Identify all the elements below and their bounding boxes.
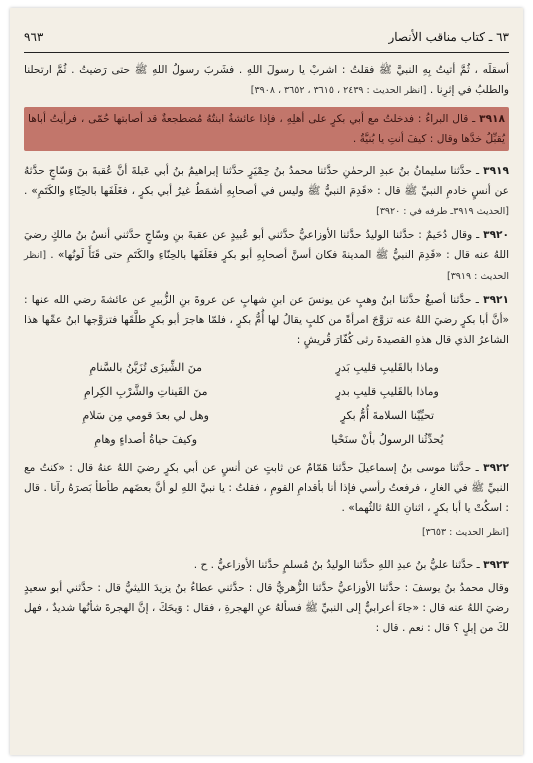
- hadith-number: ٣٩١٨: [479, 113, 505, 125]
- hadith-text: ـ حدَّثنا عليُّ بنُ عبدِ اللهِ حدَّثنا الوليدُ بنُ مُسلمٍ حدَّثنا الأوزاعيُّ . ح .: [193, 559, 480, 571]
- hadith-number: ٣٩٢٢: [483, 462, 509, 474]
- hadith-reference: [انظر الحديث : ٣٩١٩]: [24, 250, 509, 282]
- page-number: ٩٦٣: [24, 30, 44, 44]
- poem-hemistich: وماذا بالقَليبِ قليبِ بدرٍ: [335, 385, 439, 398]
- hadith-paragraph: [24, 60, 509, 101]
- hadith-text: ـ حدَّثنا سليمانُ بنُ عبدِ الرحمٰنِ حدَّثنا محمدُ بنُ حِمْيَرٍ حدَّثنا إبراهيمُ بنُ أبي عَبلةَ أنَّ عُقبةَ بنَ وَسّاجٍ حدَّثهُ عن أنسٍ خادمِ النبيِّ ﷺ قال : «قَدِمَ النبيُّ ﷺ وليس في أصحابِهِ أشمَطُ غيرُ أبي بكرٍ ، فغَلَفَها بالحِنّاءِ والكَتَمِ» .: [24, 165, 509, 197]
- chapter-title: ٦٣ ـ كتاب مناقب الأنصار: [388, 30, 509, 44]
- hadith-text: وقال محمدُ بنُ يوسفَ : حدَّثنا الأوزاعيُّ حدَّثنا الزُّهريُّ قال : حدَّثني عطاءُ بنُ يزيدَ الليثيُّ قال : حدَّثني أبو سعيدٍ رضيَ اللهُ عنه قال : «جاءَ أعرابيٌّ إلى النبيِّ ﷺ فسألهُ عنِ الهجرةِ ، فقال : وَيحَكَ ، إنَّ الهجرةَ شأنُها شديدٌ ، فهل لكَ من إبلٍ ؟ قال : نعم . قال :: [24, 582, 509, 634]
- poem-verses: [42, 356, 491, 452]
- hadith-paragraph: [24, 161, 509, 222]
- hadith-number: ٣٩٢٣: [483, 559, 509, 571]
- hadith-reference: [انظر الحديث : ٣٦٥٣]: [421, 527, 509, 538]
- hadith-text: ـ وقال دُحَيمٌ : حدَّثنا الوليدُ حدَّثنا الأوزاعيُّ حدَّثني أبو عُبيدٍ عن عقبةَ بنِ وسّاجٍ حدَّثني أنسُ بنُ مالكٍ رضيَ اللهُ عنه قال : «قَدِمَ النبيُّ ﷺ المدينةَ فكان أسنَّ أصحابِهِ أبو بكرٍ فغَلَفَها بالحِنّاءِ والكَتَمِ حتى قَنَأَ لَونُها» .: [24, 229, 510, 261]
- poem-hemistich: تحيِّيْنا السلامةَ أُمُّ بكرٍ: [340, 409, 435, 422]
- page-header: [24, 30, 509, 53]
- hadith-paragraph: [24, 578, 509, 638]
- hadith-text: أسقلَه ، ثُمَّ أتيتُ بِهِ النبيَّ ﷺ فقلتُ : اشربْ يا رسولَ اللهِ . فشَربَ رسولُ اللهِ ﷺ حتى رَضيتُ . ثُمَّ ارتحلنا والطلبُ في إثرِنا .: [24, 64, 509, 96]
- hadith-number: ٣٩١٩: [483, 165, 509, 177]
- hadith-paragraph: [24, 555, 509, 575]
- hadith-text: ـ حدَّثنا أصبغُ حدَّثنا ابنُ وهبٍ عن يونسَ عن ابنِ شهابٍ عن عروةَ بنِ الزُّبيرِ عن عائشةَ رضي الله عنها : «أنَّ أبا بكرٍ رضيَ اللهُ عنه تزوَّجَ امرأةً من كلبٍ يقالُ لها أُمُّ بكرٍ ، فلمّا هاجرَ أبو بكرٍ طلَّقَها فتزوَّجها ابنُ عمِّها هذا الشاعرُ الذي قال هذهِ القصيدةَ رثى كُفّارَ قُريشٍ :: [24, 294, 509, 346]
- hadith-number: ٣٩٢٠: [483, 229, 509, 241]
- hadith-reference: [الحديث ٣٩١٩ـ طرفه في : ٣٩٢٠]: [376, 206, 509, 217]
- poem-hemistich: منَ القَيناتِ والشَّرْبِ الكِرامِ: [84, 385, 208, 398]
- hadith-number: ٣٩٢١: [483, 294, 509, 306]
- hadith-reference: [انظر الحديث : ٢٤٣٩ ، ٣٦١٥ ، ٣٦٥٢ ، ٣٩٠٨]: [250, 85, 427, 96]
- highlighted-hadith: [24, 107, 509, 151]
- page-body: [24, 60, 509, 747]
- poem-hemistich: وكيفَ حياةُ أصداءٍ وهامِ: [94, 433, 198, 446]
- hadith-text: ـ حدَّثنا موسى بنُ إسماعيلَ حدَّثنا هَمّامٌ عن ثابتٍ عن أنسٍ عن أبي بكرٍ رضيَ اللهُ عنهُ قال : «كنتُ مع النبيِّ ﷺ في الغارِ ، فرفعتُ رأسي فإذا أنا بأقدامِ القومِ ، فقلتُ : يا نبيَّ اللهِ لو أنَّ بعضَهم طأطأ بَصرَهُ رآنا . قال : اسكُتْ يا أبا بكرٍ ، اثنانِ اللهُ ثالثُهما» .: [24, 462, 509, 514]
- hadith-paragraph: [24, 225, 509, 287]
- poem-hemistich: منَ الشِّيزَى تُزَيَّنُ بالسَّنامِ: [89, 361, 203, 374]
- hadith-paragraph: [24, 290, 509, 350]
- poem-hemistich: يُحدِّثُنا الرسولُ بأنْ سنَحْيا: [331, 433, 444, 446]
- hadith-text: ـ قال البراءُ : فدخلتُ مع أبي بكرٍ على أهلِهِ ، فإذا عائشةُ ابنتُهُ مُضطجعةٌ قد أصابتها حُمّى ، فرأيتُ أباها يُقبِّلُ خدَّها وقال : كيفَ أنتِ يا بُنيَّةُ .: [28, 113, 505, 145]
- poem-hemistich: وماذا بالقَليبِ قليبِ بَدرٍ: [335, 361, 439, 374]
- poem-hemistich: وهل لي بعدَ قومي مِن سَلامِ: [82, 409, 209, 422]
- hadith-reference-line: [24, 522, 509, 543]
- book-page: [10, 8, 523, 755]
- hadith-paragraph: [24, 458, 509, 518]
